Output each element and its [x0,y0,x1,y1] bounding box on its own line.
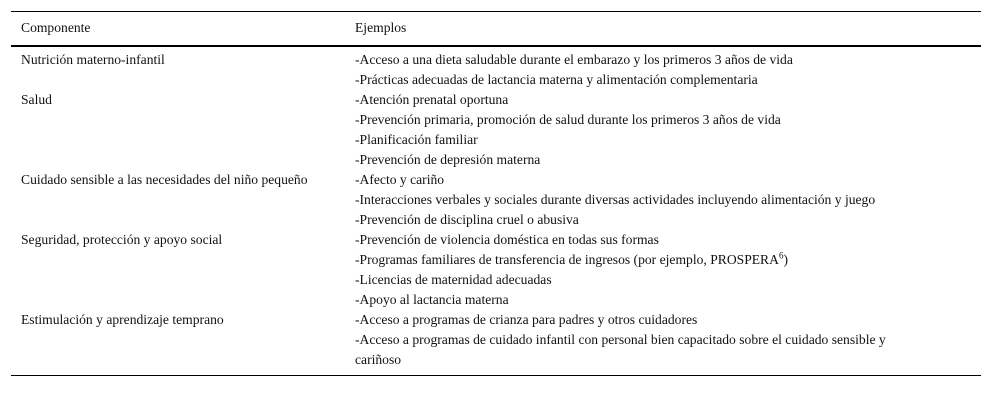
example-line: -Prevención de violencia doméstica en todas sus formas [355,232,659,247]
example-line: -Interacciones verbales y sociales durante diversas actividades incluyendo alimentación y juego [355,192,876,207]
components-table [11,11,981,376]
example-line: -Acceso a programas de crianza para padres y otros cuidadores [355,312,698,327]
example-line: -Apoyo al lactancia materna [355,292,509,307]
header-componente: Componente [11,12,345,47]
example-line: -Prevención primaria, promoción de salud durante los primeros 3 años de vida [355,112,781,127]
example-line [355,250,981,270]
example-line: -Planificación familiar [355,132,478,147]
examples-cell [345,230,981,310]
component-cell: Cuidado sensible a las necesidades del niño pequeño [21,172,308,187]
table-row [11,230,981,310]
example-line: -Prevención de disciplina cruel o abusiva [355,212,579,227]
table-row [11,46,981,90]
examples-cell [345,310,981,376]
example-line: -Licencias de maternidad adecuadas [355,272,552,287]
component-cell: Salud [21,92,52,107]
table-row [11,170,981,230]
examples-cell [345,90,981,170]
example-line: -Acceso a programas de cuidado infantil con personal bien capacitado sobre el cuidado sensible y cariñoso [355,332,886,367]
table-header-row [11,12,981,47]
example-line: -Acceso a una dieta saludable durante el embarazo y los primeros 3 años de vida [355,52,793,67]
examples-cell [345,46,981,90]
component-cell: Seguridad, protección y apoyo social [21,232,223,247]
example-line: -Prácticas adecuadas de lactancia materna y alimentación complementaria [355,72,758,87]
header-ejemplos: Ejemplos [345,12,981,47]
example-line: -Atención prenatal oportuna [355,92,509,107]
example-line: -Afecto y cariño [355,172,445,187]
components-table-container [11,11,981,376]
example-text: -Programas familiares de transferencia de ingresos (por ejemplo, PROSPERA [355,252,779,267]
table-row [11,90,981,170]
example-line: -Prevención de depresión materna [355,152,541,167]
footnote-ref: 6 [778,250,784,261]
examples-cell [345,170,981,230]
footnote-suffix: ) [783,252,788,267]
component-cell: Estimulación y aprendizaje temprano [11,310,345,376]
component-cell: Nutrición materno-infantil [21,52,165,67]
table-row [11,310,981,376]
